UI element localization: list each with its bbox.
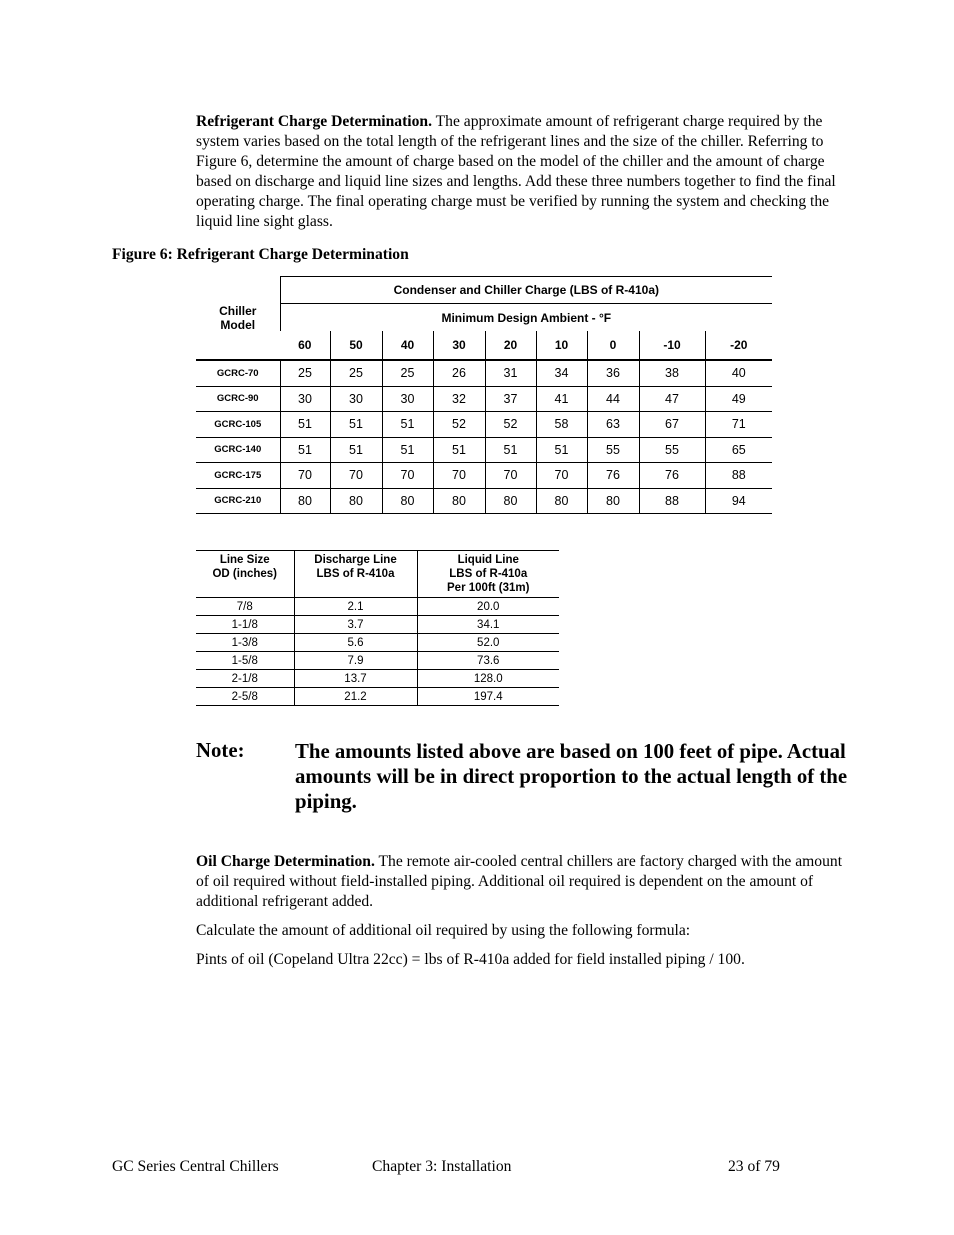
charge-cell: 70 [280, 463, 330, 489]
table-cell: 1-5/8 [196, 652, 294, 670]
charge-cell: 47 [639, 386, 705, 412]
charge-cell: 80 [382, 488, 433, 514]
charge-cell: 30 [280, 386, 330, 412]
charge-cell: 31 [485, 360, 536, 386]
charge-cell: 63 [587, 412, 639, 438]
charge-cell: 65 [705, 437, 772, 463]
intro-heading: Refrigerant Charge Determination. [196, 113, 433, 130]
header-line: Liquid Line [457, 554, 519, 566]
charge-cell: 51 [330, 437, 382, 463]
table-row [196, 412, 772, 438]
charge-cell: 49 [705, 386, 772, 412]
column-header [196, 551, 294, 598]
header-line: Per 100ft (31m) [447, 582, 530, 594]
ambient-header: 60 [280, 331, 330, 360]
table-row [196, 670, 559, 688]
charge-cell: 67 [639, 412, 705, 438]
table-cell: 5.6 [294, 634, 417, 652]
table-row [196, 652, 559, 670]
table-cell: 52.0 [417, 634, 559, 652]
charge-cell: 26 [433, 360, 485, 386]
charge-cell: 51 [536, 437, 587, 463]
charge-cell: 51 [280, 437, 330, 463]
formula-paragraph: Pints of oil (Copeland Ultra 22cc) = lbs of R-410a added for field installed piping / 100. [196, 951, 745, 968]
charge-cell: 80 [280, 488, 330, 514]
charge-cell: 80 [536, 488, 587, 514]
charge-cell: 51 [280, 412, 330, 438]
table-row [196, 598, 559, 616]
header-line: OD (inches) [212, 568, 278, 580]
calc-paragraph: Calculate the amount of additional oil required by using the following formula: [196, 922, 691, 939]
table-row [196, 386, 772, 412]
charge-cell: 55 [639, 437, 705, 463]
table-cell: 73.6 [417, 652, 559, 670]
charge-cell: 70 [382, 463, 433, 489]
ambient-header: -20 [705, 331, 772, 360]
charge-cell: 25 [382, 360, 433, 386]
model-cell: GCRC-210 [196, 488, 280, 514]
intro-text: The approximate amount of refrigerant charge required by the system varies based on the total length of the refrigerant lines and the size of the chiller. Referring to Figure 6, determine the amount of charge based on the model of the chiller and the amount of charge based on discharge and liquid line sizes and lengths. Add these three numbers together to find the final operating charge. The final operating charge must be verified by running the system and checking the liquid line sight glass. [196, 113, 836, 230]
note-text: The amounts listed above are based on 100 feet of pipe. Actual amounts will be in direct proportion to the actual length of the piping. [295, 740, 848, 813]
line-size-table [196, 550, 559, 706]
charge-cell: 41 [536, 386, 587, 412]
charge-cell: 30 [382, 386, 433, 412]
model-cell: GCRC-175 [196, 463, 280, 489]
model-cell: GCRC-140 [196, 437, 280, 463]
charge-cell: 80 [330, 488, 382, 514]
charge-cell: 70 [330, 463, 382, 489]
charge-table [196, 276, 772, 514]
charge-cell: 40 [705, 360, 772, 386]
ambient-header: 20 [485, 331, 536, 360]
oil-heading: Oil Charge Determination. [196, 853, 375, 870]
charge-cell: 88 [639, 488, 705, 514]
charge-cell: 36 [587, 360, 639, 386]
model-cell: GCRC-90 [196, 386, 280, 412]
table-row [196, 437, 772, 463]
table-cell: 34.1 [417, 616, 559, 634]
oil-paragraph [196, 852, 844, 912]
intro-paragraph [196, 112, 844, 232]
ambient-header: 30 [433, 331, 485, 360]
charge-cell: 88 [705, 463, 772, 489]
table-row [196, 488, 772, 514]
table-cell: 20.0 [417, 598, 559, 616]
charge-cell: 80 [587, 488, 639, 514]
table-cell: 13.7 [294, 670, 417, 688]
ambient-header: 50 [330, 331, 382, 360]
column-header [417, 551, 559, 598]
table-row [196, 634, 559, 652]
header-line: LBS of R-410a [449, 568, 528, 580]
model-cell: GCRC-105 [196, 412, 280, 438]
table-row [196, 463, 772, 489]
charge-cell: 55 [587, 437, 639, 463]
ambient-header: 10 [536, 331, 587, 360]
charge-cell: 71 [705, 412, 772, 438]
table-row [196, 688, 559, 706]
charge-cell: 51 [382, 412, 433, 438]
oil-text: The remote air-cooled central chillers are factory charged with the amount of oil required without field-installed piping. Additional oil required is dependent on the amount of additional refrigerant added. [196, 853, 843, 910]
charge-cell: 25 [330, 360, 382, 386]
charge-cell: 76 [587, 463, 639, 489]
table-cell: 7/8 [196, 598, 294, 616]
figure-caption: Figure 6: Refrigerant Charge Determination [112, 246, 409, 263]
header-line: Discharge Line [314, 554, 397, 566]
table-row [196, 360, 772, 386]
charge-cell: 70 [536, 463, 587, 489]
charge-cell: 70 [433, 463, 485, 489]
group-header: Condenser and Chiller Charge (LBS of R-410a) [280, 277, 772, 304]
charge-cell: 44 [587, 386, 639, 412]
footer-chapter: Chapter 3: Installation [372, 1158, 512, 1175]
table-cell: 2-1/8 [196, 670, 294, 688]
footer-title: GC Series Central Chillers [112, 1158, 279, 1175]
header-line: Line Size [219, 554, 270, 566]
table-cell: 2.1 [294, 598, 417, 616]
charge-cell: 70 [485, 463, 536, 489]
charge-cell: 52 [485, 412, 536, 438]
table-cell: 197.4 [417, 688, 559, 706]
header-line: LBS of R-410a [316, 568, 395, 580]
table-cell: 1-1/8 [196, 616, 294, 634]
charge-cell: 94 [705, 488, 772, 514]
sub-header: Minimum Design Ambient - °F [280, 304, 772, 332]
model-cell: GCRC-70 [196, 360, 280, 386]
table-cell: 128.0 [417, 670, 559, 688]
table-cell: 7.9 [294, 652, 417, 670]
charge-cell: 25 [280, 360, 330, 386]
table-cell: 2-5/8 [196, 688, 294, 706]
charge-cell: 51 [433, 437, 485, 463]
charge-cell: 52 [433, 412, 485, 438]
charge-cell: 80 [485, 488, 536, 514]
model-header: Chiller Model [196, 277, 280, 361]
footer-page-number: 23 of 79 [728, 1158, 780, 1175]
charge-cell: 30 [330, 386, 382, 412]
charge-cell: 76 [639, 463, 705, 489]
charge-cell: 51 [485, 437, 536, 463]
charge-cell: 51 [382, 437, 433, 463]
ambient-header: 0 [587, 331, 639, 360]
charge-cell: 58 [536, 412, 587, 438]
charge-cell: 38 [639, 360, 705, 386]
ambient-header: -10 [639, 331, 705, 360]
charge-cell: 32 [433, 386, 485, 412]
column-header [294, 551, 417, 598]
table-row [196, 616, 559, 634]
charge-cell: 80 [433, 488, 485, 514]
charge-cell: 34 [536, 360, 587, 386]
table-cell: 1-3/8 [196, 634, 294, 652]
charge-cell: 37 [485, 386, 536, 412]
table-cell: 3.7 [294, 616, 417, 634]
table-cell: 21.2 [294, 688, 417, 706]
charge-cell: 51 [330, 412, 382, 438]
note-label: Note: [196, 739, 245, 762]
ambient-header: 40 [382, 331, 433, 360]
